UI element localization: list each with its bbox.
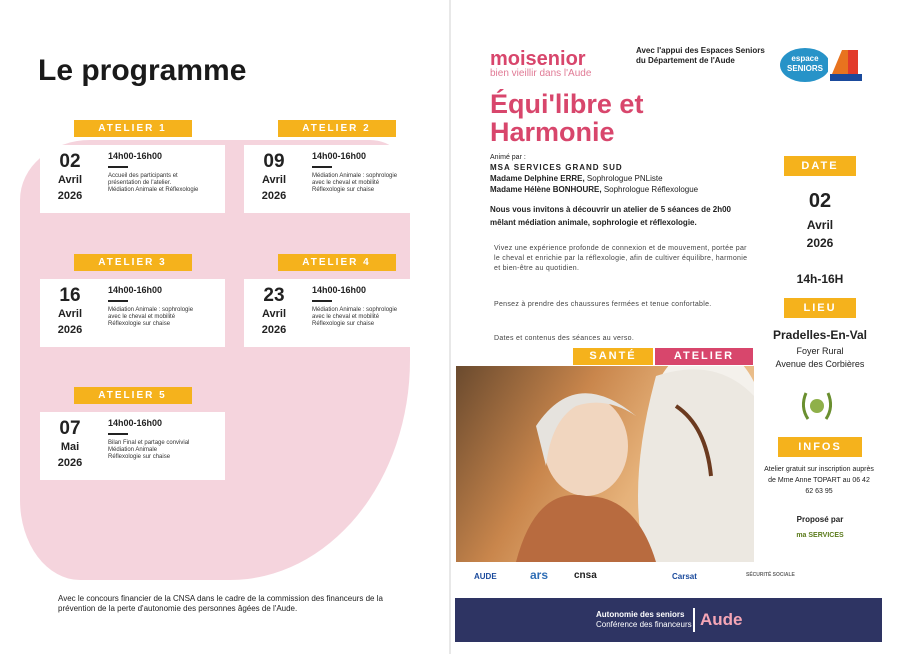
event-title [490, 90, 750, 146]
atelier-description-line: avec le cheval et mobilité [108, 314, 176, 320]
page-title: Le programme [38, 54, 247, 87]
partner-logo-securite-sociale: SÉCURITÉ SOCIALE [746, 572, 795, 578]
atelier-description-line: Médiation Animale et Réflexologie [108, 187, 199, 193]
date-year: 2026 [806, 236, 834, 250]
atelier-time: 14h00-16h00 [312, 285, 367, 295]
atelier-description-line: Réflexologie sur chaise [312, 187, 375, 193]
banner-separator [693, 608, 695, 632]
title-line-2: Harmonie [490, 117, 615, 147]
atelier-month: Avril [261, 308, 287, 320]
atelier-time: 14h00-16h00 [108, 151, 163, 161]
lieu-place: Foyer Rural [796, 346, 844, 356]
banner-line-1: Autonomie des seniors [596, 610, 685, 619]
atelier-description-line: Médiation Animale [108, 447, 158, 453]
atelier-description [108, 307, 223, 328]
person-1 [490, 174, 663, 183]
atelier-time: 14h00-16h00 [108, 285, 163, 295]
aude-logo [828, 46, 864, 82]
partner-logos [470, 568, 870, 594]
atelier-description [312, 173, 427, 194]
atelier-tab: ATELIER 5 [74, 387, 192, 404]
atelier-description [312, 307, 427, 328]
atelier-description-line: avec le cheval et mobilité [312, 314, 380, 320]
date-time: 14h-16H [796, 272, 844, 286]
label-laurel-icon [796, 385, 838, 427]
atelier-year: 2026 [261, 190, 287, 202]
atelier-description-line: Accueil des participants et [108, 173, 178, 179]
woman-with-horse-photo [456, 366, 754, 562]
atelier-card-body [244, 279, 429, 347]
lieu-city: Pradelles-En-Val [772, 328, 868, 342]
person-2 [490, 185, 698, 194]
banner-line-2: Conférence des financeurs [596, 620, 692, 629]
atelier-card-body [40, 145, 225, 213]
support-text: Avec l'appui des Espaces Seniors du Département de l'Aude [636, 46, 765, 65]
atelier-description-line: Réflexologie sur chaise [108, 454, 171, 460]
infos-tab: INFOS [778, 437, 862, 457]
atelier-card-body [244, 145, 429, 213]
atelier-description-line: Réflexologie sur chaise [312, 321, 375, 327]
atelier-day: 16 [59, 285, 81, 306]
atelier-tab: ATELIER 3 [74, 254, 192, 271]
person-1-name: Madame Delphine ERRE, [490, 174, 585, 183]
partner-logo-ars: ars [530, 568, 549, 582]
shoes-note: Pensez à prendre des chaussures fermées et tenue confortable. [494, 301, 712, 308]
atelier-card [40, 120, 225, 213]
partner-logo-aude: AUDE [474, 572, 497, 581]
atelier-month: Mai [60, 441, 80, 453]
person-2-name: Madame Hélène BONHOURE, [490, 185, 602, 194]
atelier-divider [312, 300, 332, 302]
atelier-description-line: Bilan Final et partage convivial [108, 440, 190, 446]
atelier-day: 07 [59, 418, 81, 439]
ma-services-logo: ma SERVICES [796, 532, 844, 539]
atelier-description-line: présentation de l'atelier. [108, 180, 172, 186]
atelier-day: 23 [263, 285, 285, 306]
atelier-month: Avril [261, 174, 287, 186]
infos-text: Atelier gratuit sur inscription auprès de Mme Anne TOPART au 06 42 62 63 95 [764, 466, 874, 495]
tag-atelier: ATELIER [655, 348, 753, 365]
banner-aude: Aude [700, 610, 743, 629]
atelier-divider [108, 433, 128, 435]
partner-logo-carsat: Carsat [672, 572, 697, 581]
atelier-description [108, 440, 223, 461]
atelier-month: Avril [57, 308, 83, 320]
atelier-description-line: Réflexologie sur chaise [108, 321, 171, 327]
description-paragraph: Vivez une expérience profonde de connexion et de mouvement, portée par le cheval et enrichie par la réflexologie, afin de cultiver équilibre, harmonie et bien-être au quotidien. [494, 245, 748, 272]
funding-note: Avec le concours financier de la CNSA dans le cadre de la commission des financeurs de la prévention de la perte d'autonomie des personnes âgées de l'Aude. [58, 594, 383, 613]
atelier-divider [108, 166, 128, 168]
atelier-divider [108, 300, 128, 302]
atelier-day: 02 [59, 151, 81, 172]
atelier-divider [312, 166, 332, 168]
atelier-description-line: Médiation Animale : sophrologie [312, 173, 398, 179]
organizer-name: MSA SERVICES GRAND SUD [490, 163, 623, 172]
lieu-street: Avenue des Corbières [775, 359, 865, 369]
date-tab: DATE [784, 156, 856, 176]
title-line-1: Équi'libre et [490, 89, 644, 119]
atelier-day: 09 [263, 151, 285, 172]
atelier-description [108, 173, 223, 194]
atelier-tab: ATELIER 1 [74, 120, 192, 137]
atelier-description-line: Médiation Animale : sophrologie [312, 307, 398, 313]
atelier-month: Avril [57, 174, 83, 186]
espace-seniors-logo: espace SENIORS [780, 48, 830, 82]
partner-logo-cnsa: cnsa [574, 570, 597, 581]
date-day: 02 [808, 190, 832, 212]
verso-note: Dates et contenus des séances au verso. [494, 335, 635, 342]
atelier-card-body [40, 279, 225, 347]
moisenior-logo [490, 48, 591, 79]
brand-tagline: bien vieillir dans l'Aude [490, 68, 592, 79]
date-month: Avril [806, 218, 834, 232]
atelier-card [40, 387, 225, 480]
atelier-year: 2026 [57, 457, 83, 469]
propose-par-label: Proposé par [796, 515, 844, 524]
atelier-tab: ATELIER 2 [278, 120, 396, 137]
invitation-text: Nous vous invitons à découvrir un atelier de 5 séances de 2h00 mêlant médiation animale, sophrologie et réflexologie. [490, 205, 731, 227]
atelier-card [244, 254, 429, 347]
atelier-card [244, 120, 429, 213]
programme-page [0, 0, 449, 654]
atelier-year: 2026 [57, 324, 83, 336]
atelier-description-line: Médiation Animale : sophrologie [108, 307, 194, 313]
atelier-card-body [40, 412, 225, 480]
animated-by-label: Animé par : [490, 154, 526, 161]
person-1-role: Sophrologue PNListe [584, 174, 663, 183]
atelier-description-line: avec le cheval et mobilité [312, 180, 380, 186]
lieu-tab: LIEU [784, 298, 856, 318]
person-2-role: Sophrologue Réflexologue [601, 185, 699, 194]
tag-sante: SANTÉ [573, 348, 653, 365]
atelier-tab: ATELIER 4 [278, 254, 396, 271]
atelier-card [40, 254, 225, 347]
atelier-year: 2026 [261, 324, 287, 336]
atelier-time: 14h00-16h00 [312, 151, 367, 161]
atelier-year: 2026 [57, 190, 83, 202]
atelier-time: 14h00-16h00 [108, 418, 163, 428]
brand-name: moisenior [490, 48, 586, 70]
